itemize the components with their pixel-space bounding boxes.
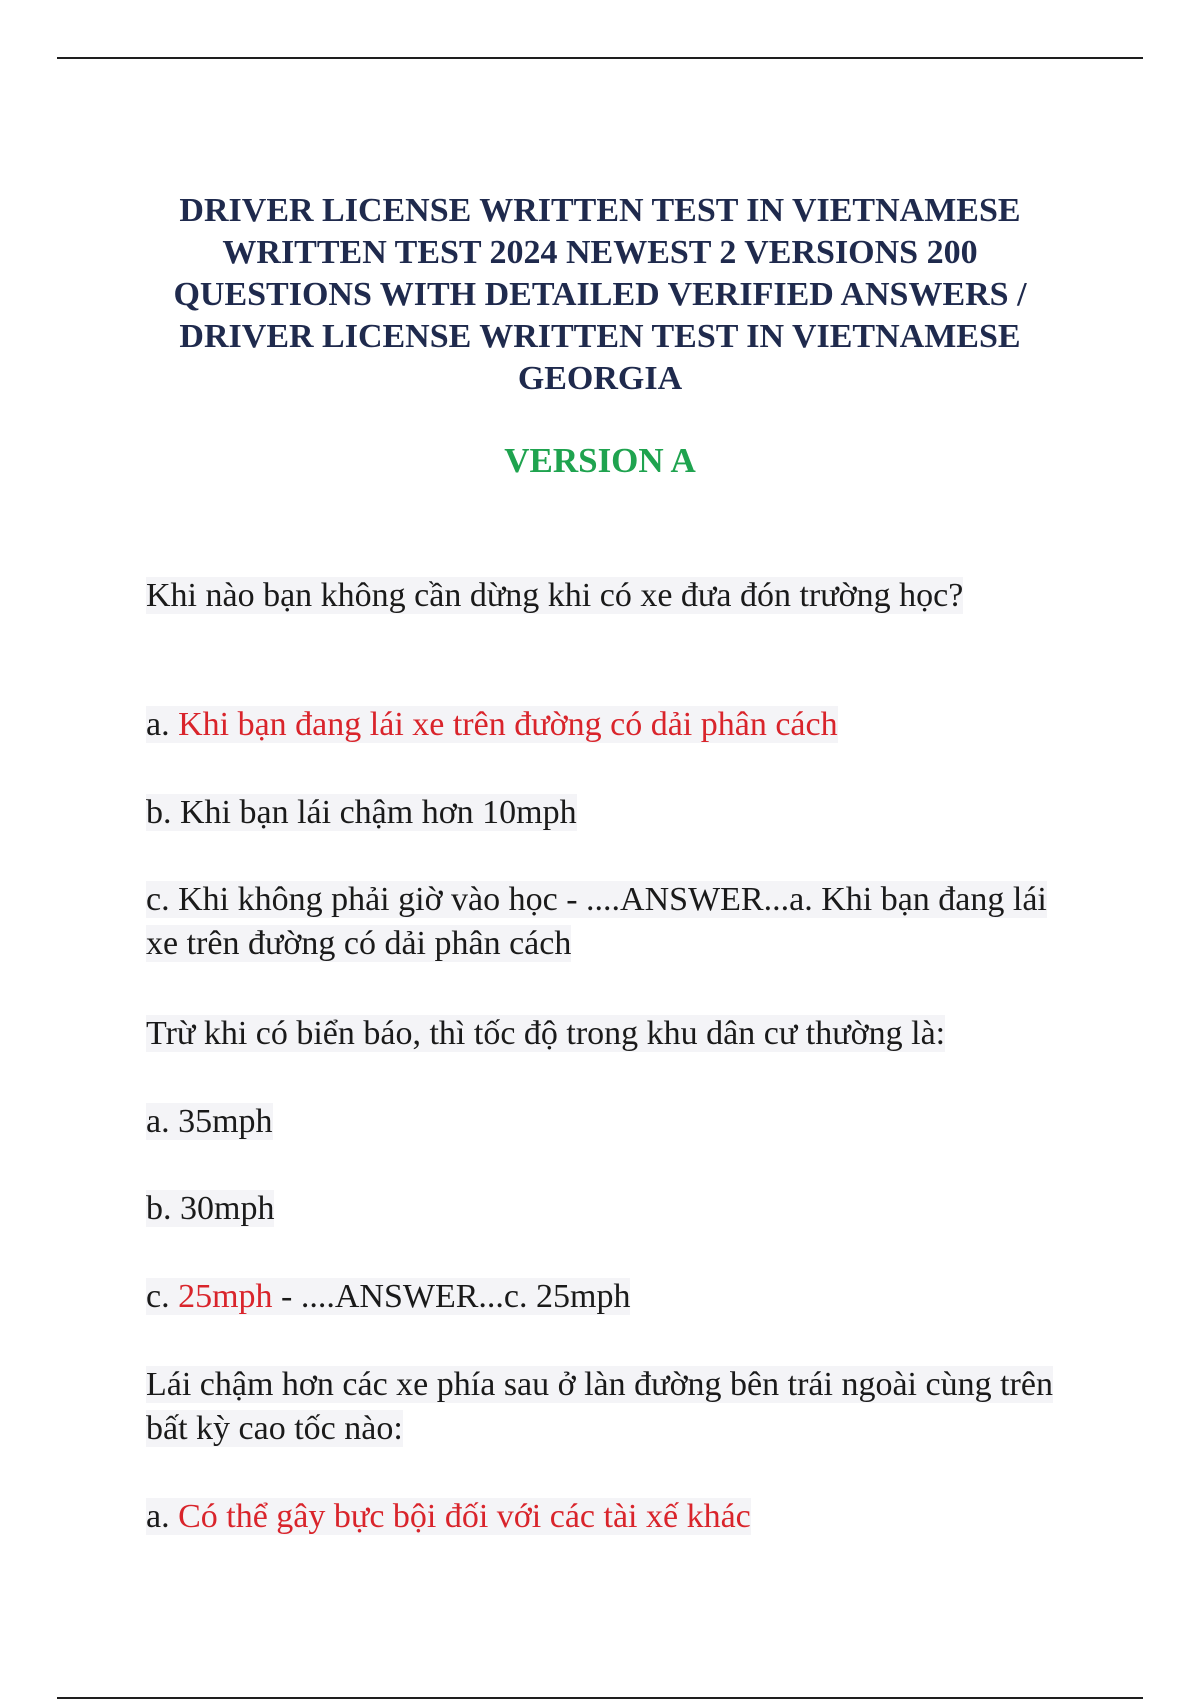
option-text: b. 30mph xyxy=(146,1190,275,1227)
bottom-rule xyxy=(57,1697,1143,1699)
option-text: b. Khi bạn lái chậm hơn 10mph xyxy=(146,794,577,831)
question-2-option-a xyxy=(146,1100,1066,1144)
question-3 xyxy=(146,1363,1066,1451)
question-1 xyxy=(146,574,1066,618)
correct-answer-text: 25mph xyxy=(178,1278,273,1315)
option-text: a. 35mph xyxy=(146,1103,273,1140)
question-2-text: Trừ khi có biển báo, thì tốc độ trong khu dân cư thường là: xyxy=(146,1015,946,1052)
question-1-option-c xyxy=(146,878,1066,966)
top-rule xyxy=(57,57,1143,59)
option-text: c. Khi không phải giờ vào học - ....ANSWER...a. Khi bạn đang lái xe trên đường có dải phân cách xyxy=(146,881,1047,962)
question-1-option-a xyxy=(146,703,1066,747)
question-3-text: Lái chậm hơn các xe phía sau ở làn đường bên trái ngoài cùng trên bất kỳ cao tốc nào: xyxy=(146,1366,1053,1447)
option-label: a. xyxy=(146,1498,179,1535)
answer-note: - ....ANSWER...c. 25mph xyxy=(272,1278,631,1315)
correct-answer-text: Có thể gây bực bội đối với các tài xế khác xyxy=(178,1498,751,1535)
question-2 xyxy=(146,1012,1066,1056)
option-label: a. xyxy=(146,706,179,743)
correct-answer-text: Khi bạn đang lái xe trên đường có dải phân cách xyxy=(178,706,838,743)
question-2-option-c xyxy=(146,1275,1066,1319)
option-label: c. xyxy=(146,1278,179,1315)
question-2-option-b xyxy=(146,1187,1066,1231)
document-title: DRIVER LICENSE WRITTEN TEST IN VIETNAMESE WRITTEN TEST 2024 NEWEST 2 VERSIONS 200 QUESTIONS WITH DETAILED VERIFIED ANSWERS / DRIVER LICENSE WRITTEN TEST IN VIETNAMESE GEORGIA xyxy=(173,192,1027,397)
question-1-option-b xyxy=(146,791,1066,835)
question-1-text: Khi nào bạn không cần dừng khi có xe đưa đón trường học? xyxy=(146,577,964,614)
question-3-option-a xyxy=(146,1495,1066,1539)
version-heading: VERSION A xyxy=(504,441,696,480)
